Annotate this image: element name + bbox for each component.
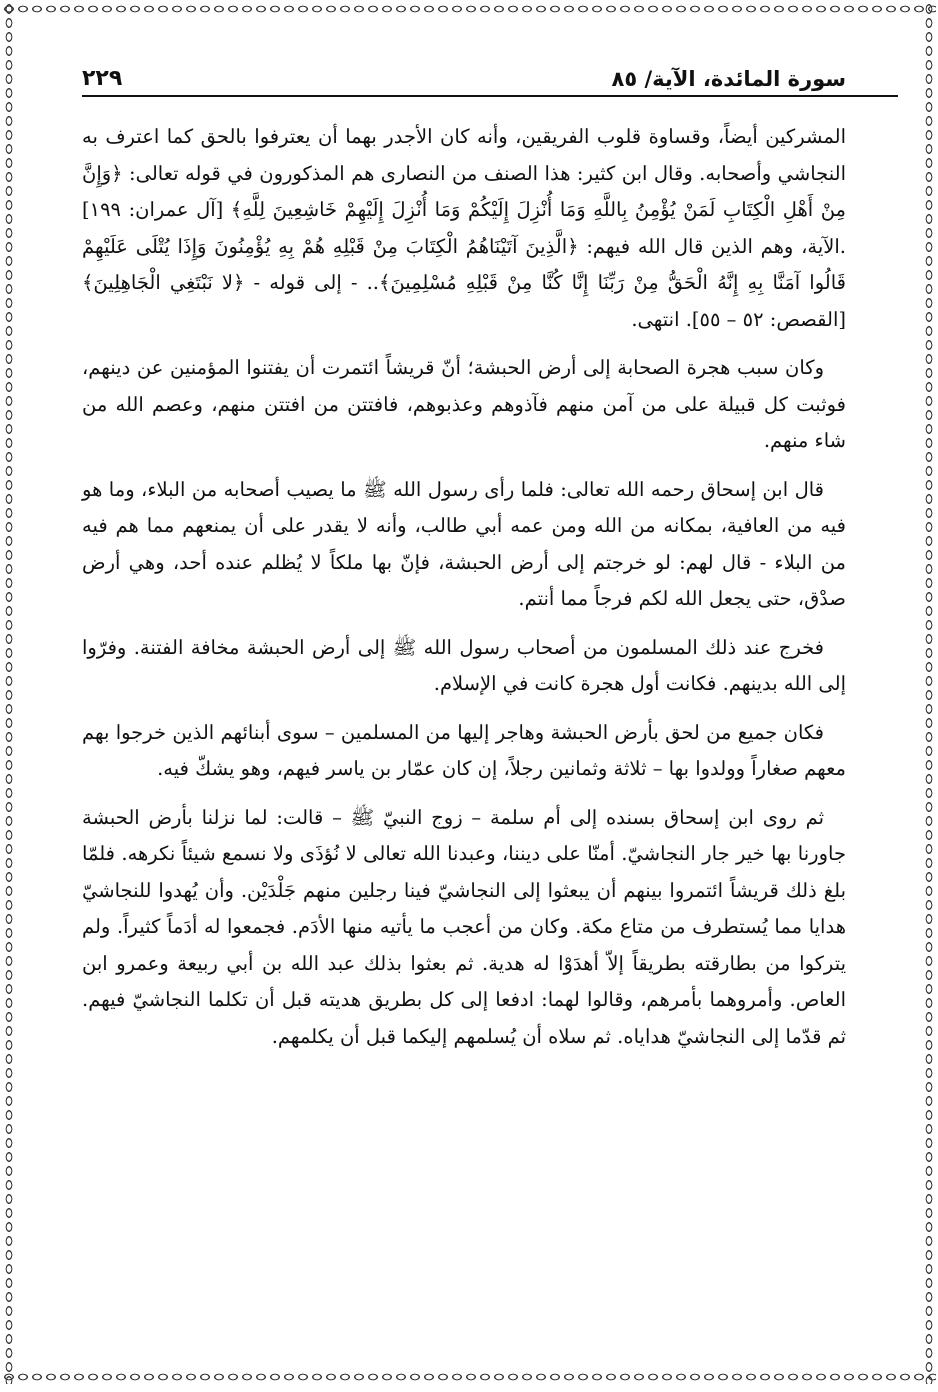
paragraph-2: وكان سبب هجرة الصحابة إلى أرض الحبشة؛ أنّ قريشاً ائتمرت أن يفتنوا المؤمنين عن دينهم، فوثبت كل قبيلة على من آمن منهم فآذوهم وعذبوهم، فافتتن من افتتن منهم، وعصم الله من شاء منهم. bbox=[82, 356, 846, 452]
paragraph-3: قال ابن إسحاق رحمه الله تعالى: فلما رأى رسول الله ﷺ ما يصيب أصحابه من البلاء، وما هو فيه من العافية، بمكانه من الله ومن عمه أبي طالب، وأنه لا يقدر على أن يمنعهم مما هم فيه من البلاء - قال لهم: لو خرجتم إلى أرض الحبشة، فإنّ بها ملكاً لا يُظلم عنده أحد، وهي أرض صدْق، حتى يجعل الله لكم فرجاً مما أنتم. bbox=[82, 477, 846, 610]
page-header bbox=[82, 55, 898, 97]
decorative-border-right bbox=[922, 2, 936, 1384]
decorative-border-top bbox=[2, 2, 936, 16]
decorative-border-bottom bbox=[2, 1370, 936, 1384]
page-body bbox=[40, 119, 898, 1055]
page bbox=[40, 55, 898, 1332]
paragraph-4: فخرج عند ذلك المسلمون من أصحاب رسول الله ﷺ إلى أرض الحبشة مخافة الفتنة. وفرّوا إلى الله بدينهم. فكانت أول هجرة كانت في الإسلام. bbox=[82, 635, 846, 695]
running-title: سورة المائدة، الآية/ ٨٥ bbox=[611, 67, 846, 91]
paragraph-1: المشركين أيضاً، وقساوة قلوب الفريقين، وأنه كان الأجدر بهما أن يعترفوا بالحق كما اعترف به النجاشي وأصحابه. وقال ابن كثير: هذا الصنف من النصارى هم المذكورون في قوله تعالى: ﴿وَإِنَّ مِنْ أَهْلِ الْكِتَابِ لَمَنْ يُؤْمِنُ بِاللَّهِ وَمَا أُنْزِلَ إِلَيْكُمْ وَمَا أُنْزِلَ إِلَيْهِمْ خَاشِعِينَ لِلَّهِ﴾ [آل عمران: ١٩٩] .الآية، وهم الذين قال الله فيهم: ﴿الَّذِينَ آتَيْنَاهُمُ الْكِتَابَ مِنْ قَبْلِهِ هُمْ بِهِ يُؤْمِنُونَ وَإِذَا يُتْلَى عَلَيْهِمْ قَالُوا آمَنَّا بِهِ إِنَّهُ الْحَقُّ مِنْ رَبِّنَا إِنَّا كُنَّا مِنْ قَبْلِهِ مُسْلِمِينَ﴾.. - إلى قوله - ﴿لا نَبْتَغِي الْجَاهِلِينَ﴾ [القصص: ٥٢ – ٥٥]. انتهى. bbox=[82, 125, 846, 331]
decorative-border-left bbox=[2, 2, 16, 1384]
paragraph-5: فكان جميع من لحق بأرض الحبشة وهاجر إليها من المسلمين – سوى أبنائهم الذين خرجوا بهم معهم صغاراً وولدوا بها – ثلاثة وثمانين رجلاً، إن كان عمّار بن ياسر فيهم، وهو يشكّ فيه. bbox=[82, 720, 846, 780]
paragraph-6: ثم روى ابن إسحاق بسنده إلى أم سلمة – زوج النبيّ ﷺ – قالت: لما نزلنا بأرض الحبشة جاورنا بها خير جار النجاشيّ. أمنّا على ديننا، وعبدنا الله تعالى لا نُؤذَى ولا نسمع شيئاً نكرهه. فلمّا بلغ ذلك قريشاً ائتمروا بينهم أن يبعثوا إلى النجاشيّ فينا رجلين منهم جَلْدَيْن. وأن يُهدوا للنجاشيّ هدايا مما يُستطرف من متاع مكة. وكان من أعجب ما يأتيه منها الأدَم. فجمعوا له أدَماً كثيراً. ولم يتركوا من بطارقته بطريقاً إلاّ أهدَوْا له هدية. ثم بعثوا بذلك عبد الله بن أبي ربيعة وعمرو ابن العاص. وأمروهما بأمرهم، وقالوا لهما: ادفعا إلى كل بطريق هديته قبل أن تكلما النجاشيّ فيهم. ثم قدّما إلى النجاشيّ هداياه. ثم سلاه أن يُسلمهم إليكما قبل أن يكلمهم. bbox=[82, 805, 846, 1048]
page-number: ٢٢٩ bbox=[82, 66, 123, 91]
